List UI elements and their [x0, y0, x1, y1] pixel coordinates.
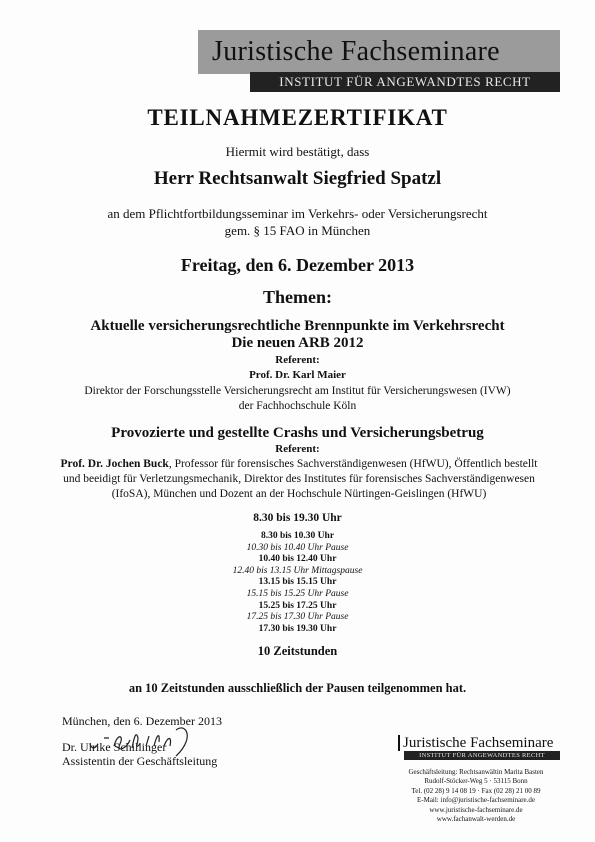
place-date: München, den 6. Dezember 2013 [62, 714, 222, 728]
signatory-name: Dr. Ulrike Schillinger [62, 740, 167, 754]
topic-2-referent-name: Prof. Dr. Jochen Buck [60, 458, 169, 470]
schedule-row: 13.15 bis 15.15 Uhr [258, 577, 337, 588]
schedule-row: 17.25 bis 17.30 Uhr Pause [246, 612, 349, 623]
footer-address [386, 768, 566, 824]
topic-2-title: Provozierte und gestellte Crashs und Versicherungsbetrug [111, 425, 484, 441]
schedule-row: 15.15 bis 15.25 Uhr Pause [246, 588, 349, 599]
schedule-heading: 8.30 bis 19.30 Uhr [253, 512, 342, 524]
signatory-role: Assistentin der Geschäftsleitung [62, 754, 218, 768]
topic-1-referent-label: Referent: [275, 354, 320, 366]
logo-subtitle: INSTITUT FÜR ANGEWANDTES RECHT [250, 72, 560, 92]
seminar-description [0, 205, 595, 239]
schedule-row: 17.30 bis 19.30 Uhr [258, 623, 337, 634]
topic-1-title [0, 318, 595, 352]
topic-1-referent-desc-line-2: der Fachhochschule Köln [238, 400, 357, 412]
footer-address-line: Rudolf-Stöcker-Weg 5 · 53115 Bonn [424, 777, 528, 786]
participant-name: Herr Rechtsanwalt Siegfried Spatzl [153, 168, 442, 189]
certificate-title: TEILNAHMEZERTIFIKAT [147, 105, 448, 130]
handwritten-signature [84, 718, 204, 758]
themes-heading: Themen: [263, 287, 332, 307]
footer-logo [398, 735, 560, 760]
footer-address-line: www.fachanwalt-werden.de [436, 814, 516, 823]
schedule-list [0, 531, 595, 635]
seminar-line-2: gem. § 15 FAO in München [224, 223, 371, 238]
footer-address-line: Geschäftsleitung: Rechtsanwältin Marita Basten [408, 768, 544, 776]
topic-2-referent-description [60, 457, 538, 502]
footer-address-line: www.juristische-fachseminare.de [429, 805, 523, 814]
topic-1-referent-desc-line-1: Direktor der Forschungsstelle Versicherungsrecht am Institut für Versicherungswesen (IVW) [84, 385, 511, 397]
schedule-row: 8.30 bis 10.30 Uhr [260, 531, 335, 541]
header-logo [198, 30, 560, 89]
topic-1-title-line-2: Die neuen ARB 2012 [231, 335, 364, 351]
topic-2-referent-desc-text: , Professor für forensisches Sachverständigenwesen (HfWU), Öffentlich bestellt und beeidigt für Verletzungsmechanik, Direktor des Institutes für forensisches Sachverständigenwesen (IfoSA), München und Dozent an der Hochschule Nürtingen-Geislingen (HfWU) [63, 458, 538, 500]
topic-2-referent-label: Referent: [275, 443, 320, 455]
topic-1-referent-description [0, 384, 595, 414]
topic-1-title-line-1: Aktuelle versicherungsrechtliche Brennpunkte im Verkehrsrecht [90, 318, 505, 334]
schedule-row: 10.30 bis 10.40 Uhr Pause [246, 542, 349, 553]
total-hours: 10 Zeitstunden [257, 644, 338, 658]
seminar-line-1: an dem Pflichtfortbildungsseminar im Verkehrs- oder Versicherungsrecht [107, 206, 488, 221]
logo-title: Juristische Fachseminare [198, 30, 560, 74]
schedule-row: 12.40 bis 13.15 Uhr Mittagspause [232, 565, 363, 576]
attendance-statement: an 10 Zeitstunden ausschließlich der Pausen teilgenommen hat. [128, 681, 467, 695]
topic-1-referent-name: Prof. Dr. Karl Maier [249, 369, 346, 381]
schedule-row: 10.40 bis 12.40 Uhr [258, 554, 337, 565]
footer-logo-title: Juristische Fachseminare [398, 735, 560, 751]
footer-address-line: Tel. (02 28) 9 14 08 19 · Fax (02 28) 21 00 89 [411, 786, 541, 795]
certificate-intro: Hiermit wird bestätigt, dass [225, 144, 370, 159]
schedule-row: 15.25 bis 17.25 Uhr [258, 600, 337, 611]
footer-address-line: E-Mail: info@juristische-fachseminare.de [416, 796, 535, 805]
seminar-date: Freitag, den 6. Dezember 2013 [180, 255, 415, 275]
footer-logo-subtitle: INSTITUT FÜR ANGEWANDTES RECHT [404, 751, 560, 760]
